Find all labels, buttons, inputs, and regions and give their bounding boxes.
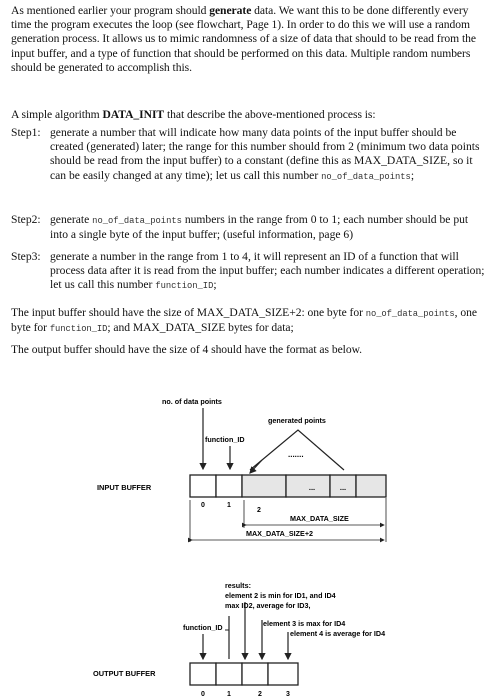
ellipsis: ....... <box>288 450 304 459</box>
max-data-size-label: MAX_DATA_SIZE <box>290 514 349 523</box>
step-3: Step3: generate a number in the range from 1 to 4, it will represent an ID of a function that will process data after it is read from the input buffer; each number indicates a different operation; let us call this number function_ID; <box>11 250 485 292</box>
code-token: function_ID <box>155 281 214 292</box>
arrow-generated-points <box>250 460 262 473</box>
function-id-label-output: function_ID <box>183 623 223 632</box>
input-index-2: 2 <box>257 507 261 514</box>
output-cell-3 <box>268 663 298 685</box>
input-cell-1 <box>216 475 242 497</box>
input-cell-0 <box>190 475 216 497</box>
output-buffer <box>190 663 298 685</box>
input-cell-5 <box>356 475 386 497</box>
output-index-3: 3 <box>286 691 290 698</box>
step-label: Step1: <box>11 126 41 139</box>
output-buffer-label: OUTPUT BUFFER <box>93 669 156 678</box>
results-line-2: max ID2, average for ID3, <box>225 601 311 610</box>
output-buffer-paragraph: The output buffer should have the size of 4 should have the format as below. <box>11 343 363 356</box>
intro-text: As mentioned earlier your program should <box>11 4 210 17</box>
input-buffer-label: INPUT BUFFER <box>97 483 152 492</box>
step-2: Step2: generate no_of_data_points numbers in the range from 0 to 1; each number should be put into a single byte of the input buffer; (useful information, page 6) <box>11 213 469 242</box>
intro-paragraph <box>11 4 489 75</box>
results-line-1: element 2 is min for ID1, and ID4 <box>225 591 336 600</box>
code-token: no_of_data_points <box>365 309 455 319</box>
output-index-1: 1 <box>227 691 231 698</box>
intro-text-cont: data. We want this to be done differently every time the program executes the loop (see flowchart, Page 1). In order to do this we will use a random generation process. It allows us to mimic randomness of a size of data that should to be read from the input buffer, and a type of function that should be performed on this data. Multiple random numbers should be generated to accomplish this. <box>11 4 476 74</box>
code-token: no_of_data_points <box>92 216 182 226</box>
input-index-1: 1 <box>227 502 231 509</box>
input-buffer <box>190 475 386 497</box>
buffer-diagram <box>0 370 496 700</box>
code-token: function_ID <box>49 324 108 335</box>
no-of-data-points-label: no. of data points <box>162 397 222 406</box>
algorithm-intro: A simple algorithm DATA_INIT that describe the above-mentioned process is: <box>11 108 376 121</box>
generated-points-label: generated points <box>268 416 326 425</box>
function-id-label: function_ID <box>205 435 245 444</box>
input-index-0: 0 <box>201 502 205 509</box>
output-index-2: 2 <box>258 691 262 698</box>
input-cell-ellipsis: ... <box>339 483 347 492</box>
input-cell-ellipsis: ... <box>308 483 316 492</box>
output-cell-0 <box>190 663 216 685</box>
element-4-label: element 4 is average for ID4 <box>290 629 386 638</box>
algorithm-name: DATA_INIT <box>102 108 165 121</box>
input-buffer-paragraph: The input buffer should have the size of MAX_DATA_SIZE+2: one byte for no_of_data_points, one byte for function_ID; and MAX_DATA_SIZE bytes for data; <box>11 306 477 335</box>
output-cell-2 <box>242 663 268 685</box>
output-cell-1 <box>216 663 242 685</box>
input-cell-2 <box>242 475 286 497</box>
max-data-size-plus2-label: MAX_DATA_SIZE+2 <box>246 529 314 538</box>
step-label: Step3: <box>11 250 41 263</box>
results-label: results: <box>225 581 251 590</box>
intro-emphasis: generate <box>209 4 252 17</box>
step-1: Step1: generate a number that will indicate how many data points of the input buffer should be created (generated) later; the range for this number should from 2 (minimum two data points should be read from the input buffer) to a constant (define this as MAX_DATA_SIZE, so it can be easily changed at any time); let us call this number no_of_data_points; <box>11 126 480 182</box>
output-index-0: 0 <box>201 691 205 698</box>
code-token: no_of_data_points <box>321 171 411 182</box>
step-label: Step2: <box>11 213 41 226</box>
element-3-label: element 3 is max for ID4 <box>263 619 346 628</box>
